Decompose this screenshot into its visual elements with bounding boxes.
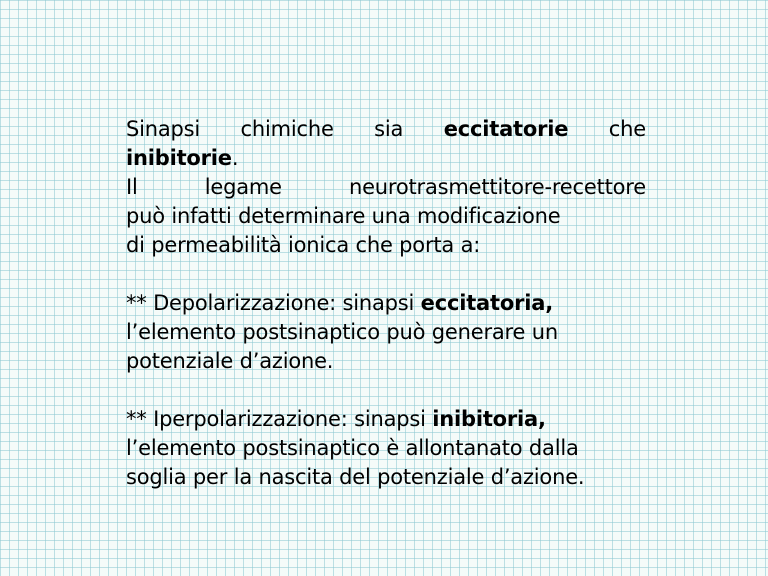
hyperpolarization-line-3: soglia per la nascita del potenziale d’azione.	[126, 465, 585, 489]
intro-paragraph	[126, 115, 646, 260]
bold-term-inibitoria: inibitoria,	[432, 407, 546, 431]
intro-line-2: inibitorie.	[126, 146, 239, 170]
hyperpolarization-paragraph	[126, 405, 646, 492]
bold-term-eccitatorie: eccitatorie	[443, 117, 569, 141]
paragraph-spacer	[126, 260, 646, 289]
hyperpolarization-line-2: l’elemento postsinaptico è allontanato dalla	[126, 436, 579, 460]
hyperpolarization-line-1: ** Iperpolarizzazione: sinapsi inibitoria,	[126, 407, 546, 431]
intro-line-1: Sinapsi chimiche sia eccitatorie che	[126, 117, 646, 141]
depolarization-line-1: ** Depolarizzazione: sinapsi eccitatoria,	[126, 291, 553, 315]
depolarization-paragraph	[126, 289, 646, 376]
intro-line-5: di permeabilità ionica che porta a:	[126, 233, 481, 257]
bold-term-inibitorie: inibitorie	[126, 146, 232, 170]
bold-term-eccitatoria: eccitatoria,	[420, 291, 553, 315]
depolarization-line-2: l’elemento postsinaptico può generare un	[126, 320, 558, 344]
paragraph-spacer	[126, 376, 646, 405]
intro-line-4: può infatti determinare una modificazione	[126, 204, 561, 228]
intro-line-3: Il legame neurotrasmettitore-recettore	[126, 175, 646, 199]
depolarization-line-3: potenziale d’azione.	[126, 349, 334, 373]
slide-body	[126, 115, 646, 492]
